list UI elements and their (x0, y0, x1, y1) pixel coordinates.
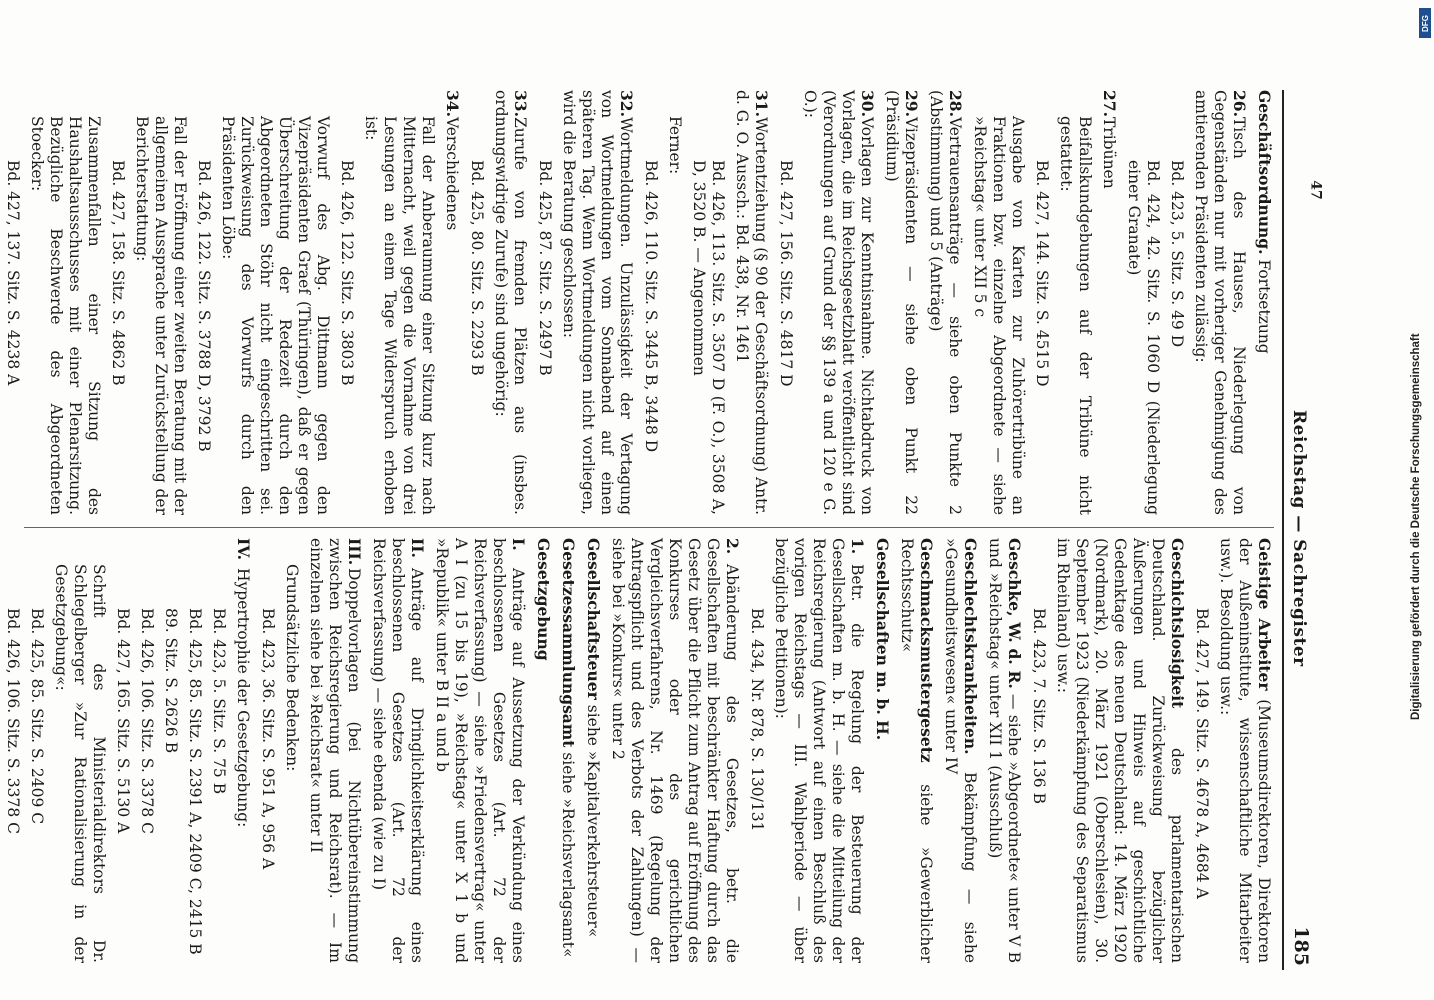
entry-number: 33. (511, 90, 530, 117)
volume-reference: Bd. 427, 149. Sitz. S. 4678 A, 4684 A (1193, 608, 1211, 899)
entry-number: 27. (1100, 90, 1119, 117)
entry-keyword: Gesellschaften m. b. H. (873, 538, 892, 741)
dfg-logo (1419, 8, 1431, 38)
volume-reference: Bd. 425, 80. Sitz. S. 2293 B (468, 160, 486, 376)
volume-reference: Bd. 426, 106. Sitz. S. 3378 C (138, 608, 156, 835)
entry-keyword: Gesetzgebung (534, 538, 553, 661)
entry-subtext: Schrift des Ministerialdirektors Dr. Schlegelberger »Zur Rationalisierung in der Gesetzgebung«: (52, 564, 108, 963)
roman-entry (432, 538, 528, 963)
index-entry (583, 538, 603, 963)
entry-text: Doppelvorlagen (bei Nichtübereinstimmung zwischen Reichsregierung und Reichsrat). — Im einzelnen siehe bei »Reichsrat« unter II (307, 538, 363, 963)
volume-reference: Bd. 423, 7. Sitz. S. 136 B (1030, 608, 1048, 804)
numbered-entry (559, 90, 636, 515)
entry-number: 2. (723, 538, 742, 555)
entry-number: 31. (752, 90, 771, 117)
numbered-entry (608, 538, 742, 963)
entry-text: Betr. die Regelung der Besteuerung der Gesellschaften m. b. H. — siehe die Mitteilung der Reichsregierung (Antwort auf einen Beschluß des vorigen Reichstags — III. Wahlperiode — über bezügliche Petitionen): (772, 538, 866, 963)
entry-text: siehe »Kapitalverkehrsteuer« (584, 699, 602, 938)
entry-subtext: Grundsätzliche Bedenken: (283, 564, 301, 772)
index-entry (558, 538, 578, 963)
entry-keyword: Geistige Arbeiter (1255, 538, 1274, 691)
numbered-entry (732, 90, 771, 515)
entry-subtext: Ferner: (666, 116, 684, 175)
entry-text: Abänderung des Gesetzes, betr. die Gesellschaften mit beschränkter Haftung durch das Gesetz über die Pflicht zum Antrag auf Eröffnung des Konkurses oder des gerichtlichen Vergleichsverfahrens, Nr. 1469 (Regelung der Antragspflicht und des Verbots der Zahlungen) — siehe bei »Konkurs« unter 2 (609, 538, 741, 963)
entry-keyword: Gesetzessammlungsamt (559, 538, 578, 748)
entry-keyword: Geschmacksmustergesetz (917, 538, 936, 763)
volume-reference: Bd. 423, 5. Sitz. S. 75 B (210, 608, 228, 795)
volume-reference: Bd. 426, 113. Sitz. S. 3507 D (F. O.), 3508 A, D, 3520 B. — Angenommen (690, 160, 727, 515)
entry-keyword: Geschichtslosigkeit (1168, 538, 1187, 709)
entry-roman-numeral: I. (509, 538, 528, 551)
roman-entry (306, 538, 364, 963)
entry-text: Tisch des Hauses, Niederlegung von Gegenständen nur mit vorheriger Genehmigung des amtierenden Präsidenten zulässig: (1192, 90, 1248, 515)
entry-text: Tribünen (1100, 116, 1118, 189)
volume-reference: Bd. 425, 87. Sitz. S. 2497 B (536, 160, 554, 376)
roman-entry (233, 538, 253, 963)
volume-reference: Bd. 426, 122. Sitz. S. 3803 B (338, 160, 356, 386)
volume-reference: Bd. 423, 5. Sitz. S. 49 D (1168, 160, 1186, 348)
entry-text: Verschiedenes (443, 116, 461, 231)
volume-reference: Bd. 427, 156. Sitz. S. 4817 D (777, 160, 795, 387)
volume-reference: Bd. 427, 158. Sitz. S. 4862 B (109, 160, 127, 386)
volume-reference: Bd. 425, 85. Sitz. S. 2391 A, 2409 C, 2415 B (186, 608, 204, 955)
volume-reference: Bd. 423, 36. Sitz. S. 951 A, 956 A (259, 608, 277, 870)
numbered-entry (800, 90, 877, 515)
entry-text: Bekämpfung — siehe »Gesundheitswesen« unter IV (942, 538, 979, 963)
index-entry (872, 538, 892, 963)
numbered-entry (442, 90, 462, 515)
entry-roman-numeral: III. (345, 538, 364, 566)
entry-text: Hypertrophie der Gesetzgebung: (234, 568, 252, 828)
running-head (1284, 90, 1310, 970)
volume-reference: Bd. 426, 106. Sitz. S. 3378 C (4, 608, 22, 835)
entry-subtext: Beifallskundgebungen auf der Tribüne nicht gestattet: (1057, 116, 1094, 515)
numbered-entry (1191, 90, 1249, 515)
entry-subtext: Vorwurf des Abg. Dittmann gegen den Vizepräsidenten Graef (Thüringen), daß er gegen Überschreitung der Redezeit durch den Abgeordneten Stöhr nicht eingeschritten sei. Zurückweisung des Vorwurfs durch den Präsidenten Löbe: (219, 116, 332, 515)
volume-reference: Bd. 425, 85. Sitz. S. 2409 C (28, 608, 46, 825)
entry-text: — siehe »Abgeordnete« unter V B und »Reichstag« unter XII 1 (Ausschluß) (986, 538, 1023, 964)
entry-keyword: Geschlechtskrankheiten. (961, 538, 980, 755)
volume-reference: Bd. 424, 42. Sitz. S. 1060 D (Niederlegung einer Granate) (1125, 160, 1162, 515)
entry-text: siehe »Reichsverlagsamt« (559, 747, 577, 958)
entry-roman-numeral: IV. (234, 538, 253, 560)
entry-text: Wortentziehung (§ 90 der Geschäftsordnung) Antr. d. G. O. Aussch.: Bd. 438, Nr. 1461 (733, 90, 770, 515)
entry-roman-numeral: II. (408, 538, 427, 558)
signature-number: 47 (1307, 180, 1324, 200)
entry-number: 32. (617, 90, 636, 117)
numbered-entry (882, 90, 921, 515)
index-entry (1254, 90, 1274, 515)
page-number: 185 (1290, 926, 1312, 966)
entry-text: Fortsetzung (1255, 254, 1273, 354)
volume-reference: Bd. 427, 137. Sitz. S. 4238 A (4, 160, 22, 386)
entry-subtext: Zusammenfallen einer Sitzung des Haushaltsausschusses mit einer Plenarsitzung. Bezügliche Beschwerde des Abgeordneten Stoecker: (28, 116, 103, 515)
entry-text: Vizepräsidenten — siehe oben Punkt 22 (Präsidium) (883, 90, 920, 515)
entry-number: 28. (946, 90, 965, 117)
left-column (0, 90, 1274, 515)
rotated-page-content (4, 90, 1312, 970)
digitization-credit: Digitalisierung gefördert durch die Deutsche Forschungsgemeinschaft (1410, 333, 1422, 720)
entry-text: Anträge auf Dringlichkeitserklärung eines beschlossenen Gesetzes (Art. 72 der Reichsverfassung) — siehe ebenda (wie zu I) (370, 538, 426, 963)
entry-keyword: Geschäftsordnung. (1255, 90, 1274, 255)
entry-text: des parlamentarischen Deutschland. Zurückweisung bezüglicher Äußerungen und Hinweis auf geschichtliche Gedenktage des neuen Deutschland: 14. März 1920 (Nordmark), 20. März 1921 (Oberschlesien), 30. September 1923 (Niederkämpfung des Separatismus im Rheinland) usw.: (1054, 538, 1186, 963)
entry-text: Vorlagen zur Kenntnisnahme. Nichtabdruck von Vorlagen, die im Reichsgesetzblatt veröffentlicht sind (Verordnungen auf Grund der §§ 139 a und 120 e G. O.): (801, 90, 876, 515)
column-divider (24, 527, 1274, 528)
entry-text: Vertrauensanträge — siehe oben Punkte 2 (Abstimmung) und 5 (Anträge) (927, 90, 964, 515)
numbered-entry (771, 538, 867, 963)
entry-subtext: Fall der Anberaumung einer Sitzung kurz nach Mitternacht, weil gegen die Vornahme von drei Lesungen an einem Tage Widerspruch erhoben ist: (362, 116, 437, 515)
entry-keyword: Gesellschaftsteuer (584, 538, 603, 700)
index-entry (1216, 538, 1274, 963)
index-entry (897, 538, 936, 963)
index-entry (985, 538, 1024, 963)
entry-number: 26. (1230, 90, 1249, 117)
entry-text: siehe »Gewerblicher Rechtsschutz« (898, 538, 935, 963)
running-head-title: Reichstag — Sachregister (1289, 410, 1309, 667)
entry-number: 29. (902, 90, 921, 117)
volume-reference: Bd. 427, 165. Sitz. S. 5130 A (114, 608, 132, 834)
numbered-entry (491, 90, 530, 515)
entry-subtext: Fall der Eröffnung einer zweiten Beratung mit der allgemeinen Aussprache unter Zurückstellung der Berichterstattung: (133, 116, 189, 515)
index-entry (1053, 538, 1187, 963)
volume-reference: Bd. 434, Nr. 878, S. 130/131 (748, 608, 766, 832)
entry-keyword: Geschke, W. d. R. (1005, 538, 1024, 689)
volume-reference: Bd. 426, 110. Sitz. S. 3445 B, 3448 D (642, 160, 660, 453)
right-column (0, 538, 1274, 963)
header-rule (1282, 90, 1284, 970)
index-entry (941, 538, 980, 963)
volume-reference: 89. Sitz. S. 2626 B (162, 608, 180, 754)
volume-reference: Bd. 426, 122. Sitz. S. 3788 D, 3792 B (195, 160, 213, 452)
entry-subtext: Ausgabe von Karten zur Zuhörertribüne an Fraktionen bzw. einzelne Abgeordnete — siehe »Reichstag« unter XII 5 c (971, 116, 1027, 515)
entry-text: Wortmeldungen. Unzulässigkeit der Vertagung von Wortmeldungen vom Sonnabend auf einen späteren Tag. Wenn Wortmeldungen nicht vorliegen, wird die Beratung geschlossen: (560, 90, 635, 515)
entry-number: 1. (848, 538, 867, 555)
numbered-entry (926, 90, 965, 515)
roman-entry (369, 538, 427, 963)
entry-number: 30. (858, 90, 877, 117)
entry-number: 34. (443, 90, 462, 117)
numbered-entry (1099, 90, 1119, 515)
entry-text: Anträge auf Aussetzung der Verkündung eines beschlossenen Gesetzes (Art. 72 der Reichsverfassung) — siehe »Friedensvertrag« unter A I (zu 15 bis 19), »Reichstag« unter X 1 b und »Republik« unter B II a und b (433, 538, 527, 963)
volume-reference: Bd. 427, 144. Sitz. S. 4515 D (1033, 160, 1051, 387)
entry-text: (Museumsdirektoren, Direktoren der Außeninstitute, wissenschaftliche Mitarbeiter usw.). Besoldung usw.: (1217, 538, 1273, 963)
index-entry (533, 538, 553, 963)
entry-text: Zurufe von fremden Plätzen aus (insbes. ordnungswidrige Zurufe) sind ungehörig: (492, 90, 529, 515)
dfg-logo-text: DFG (1420, 14, 1430, 32)
